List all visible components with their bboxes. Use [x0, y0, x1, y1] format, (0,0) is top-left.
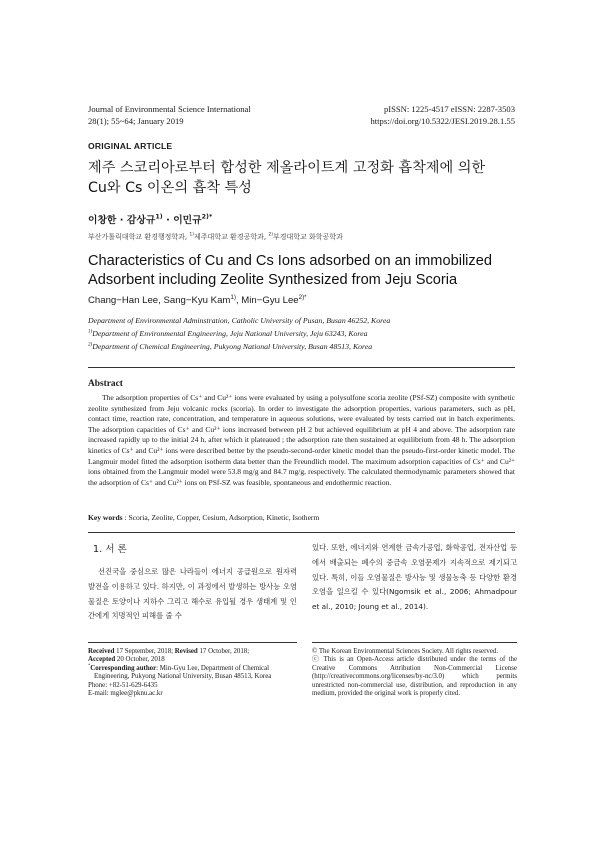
keywords	[88, 513, 515, 522]
journal-name: Journal of Environmental Science International	[88, 104, 251, 114]
abstract-heading: Abstract	[88, 379, 123, 389]
korean-title	[88, 158, 528, 198]
english-affil-3-row	[88, 341, 528, 352]
english-title-line2: Adsorbent including Zeolite Synthesized from Jeju Scoria	[88, 272, 458, 288]
korean-affil-c: 부경대학교 화학공학과	[272, 233, 343, 241]
corr-label: Corresponding author	[90, 664, 157, 672]
article-type: ORIGINAL ARTICLE	[88, 141, 173, 151]
accepted-row	[88, 656, 299, 664]
korean-title-line1: 제주 스코리아로부터 합성한 제올라이트계 고정화 흡착제에 의한	[88, 160, 486, 176]
korean-affiliations	[88, 232, 343, 242]
keywords-label: Key words	[88, 513, 123, 522]
section-heading-introduction: 1. 서 론	[93, 544, 127, 555]
journal-issue: 28(1); 55~64; January 2019	[88, 116, 184, 126]
copyright-line: © The Korean Environmental Sciences Society. All rights reserved.	[312, 648, 499, 655]
revised-date: 17 October, 2018;	[197, 648, 250, 655]
english-authors	[88, 295, 307, 306]
license-notice	[312, 648, 517, 698]
korean-authors-part-a: 이창한 · 감상규	[88, 215, 156, 226]
journal-issn: pISSN: 1225-4517 eISSN: 2287-3503	[383, 104, 515, 114]
english-affil-1: Department of Environmental Adminstration, Catholic University of Pusan, Busan 46252, Korea	[88, 316, 391, 325]
intro-right-column: 있다. 또한, 에너지와 연계한 금속가공업, 화학공업, 전자산업 등에서 배출되는 폐수의 중금속 오염문제가 지속적으로 제기되고 있다. 특히, 이들 오염물질은 방사능 및 생물농축 등 다양한 환경오염을 일으킬 수 있다(Ngomsik et al., 2006; Ahmadpour et al., 2010; Joung et al., 2014).	[312, 543, 517, 612]
corr-star: *	[88, 662, 91, 668]
footer-rule-right	[312, 642, 517, 643]
abstract-body: The adsorption properties of Cs⁺ and Cu²⁺ ions were evaluated by using a polysulfone scoria zeolite (PSf-SZ) composite with synthetic zeolite synthesized from Jeju volcanic rocks (scoria). In order to investigate the adsorption properties, various parameters, such as pH, contact time, reaction rate, concentration, and temperature in aqueous solutions, were evaluated by tests carried out in batch experiments. The adsorption capacities of Cs⁺ and Cu²⁺ ions increased between pH 2 but achieved equilibrium at pH 4 and above. The adsorption rate increased rapidly up to the initial 24 h, after which it plateaued ; the adsorption rate then sustained at equilibrium from 48 h. The adsorption kinetics of Cs⁺ and Cu²⁺ ions were described better by the pseudo-second-order kinetic model than the pseudo-first-order kinetic model. The Langmuir model fitted the adsorption isotherm data better than the Freundlich model. The maximum adsorption capacities of Cs⁺ and Cu²⁺ ions obtained from the Langmuir model were 53.8 mg/g and 84.7 mg/g, respectively. The calculated thermodynamic parameters showed that the adsorption of Cs⁺ and Cu²⁺ ions on PSf-SZ was feasible, spontaneous and endothermic reaction.	[88, 393, 515, 487]
corresponding-author	[88, 662, 299, 682]
korean-affil-a: 부산가톨릭대학교 환경행정학과,	[88, 233, 190, 241]
english-affiliations	[88, 315, 528, 354]
korean-authors-part-b: · 이민규	[162, 215, 202, 226]
english-title	[88, 252, 528, 290]
korean-affil-b: 제주대학교 환경공학과,	[194, 233, 269, 241]
intro-left-column: 선진국을 중심으로 많은 나라들이 에너지 공급원으로 원자력 발전을 이용하고 있다. 하지만, 이 과정에서 발생하는 방사능 오염물질은 토양이나 지하수 그리고 해수로 유입될 경우 생태계 및 인간에게 치명적인 피해를 줄 수	[88, 567, 297, 621]
english-authors-sup1: 1)	[230, 293, 236, 301]
korean-affil-sup2: 2)	[268, 232, 273, 238]
revised-label: Revised	[174, 648, 198, 655]
english-authors-part-a: Chang−Han Lee, Sang−Kyu Kam	[88, 295, 231, 306]
korean-authors-sup2: 2)*	[201, 212, 213, 221]
korean-authors	[88, 212, 212, 226]
english-affil-2: Department of Environmental Engineering, Jeju National University, Jeju 63243, Korea	[92, 329, 368, 338]
journal-header-left	[88, 103, 251, 127]
corr-phone: Phone: +82-51-629-6435	[88, 681, 158, 689]
abstract-top-rule	[88, 367, 515, 368]
english-affil-2-sup: 1)	[88, 328, 93, 335]
received-date: 17 September, 2018;	[114, 648, 175, 655]
journal-doi[interactable]: https://doi.org/10.5322/JESI.2019.28.1.55	[370, 116, 515, 126]
history-dates	[88, 648, 299, 656]
keywords-list: : Scoria, Zeolite, Copper, Cesium, Adsorption, Kinetic, Isotherm	[122, 513, 320, 522]
license-text: ⓒ This is an Open-Access article distributed under the terms of the Creative Commons Attribution Non-Commercial License (http://creativecommons.org/licenses/by-nc/3.0) which permits unrestricted non-commercial use, distribution, and reproduction in any medium, provided the original work is properly cited.	[312, 656, 517, 698]
english-affil-2-row	[88, 328, 528, 339]
english-authors-sup2: 2)*	[298, 293, 307, 301]
accepted-label: Accepted	[88, 656, 116, 664]
footer-rule-left	[88, 642, 297, 643]
corr-text: : Min-Gyu Lee, Department of Chemical Engineering, Pukyong National University, Busan 48513, Korea	[94, 664, 272, 681]
korean-title-line2: Cu와 Cs 이온의 흡착 특성	[88, 180, 252, 196]
english-affil-3: Department of Chemical Engineering, Pukyong National University, Busan 48513, Korea	[92, 342, 373, 351]
corr-email[interactable]: E-mail: mglee@pknu.ac.kr	[88, 690, 163, 698]
abstract-bottom-rule	[88, 532, 515, 533]
korean-authors-sup1: 1)	[155, 212, 163, 221]
korean-affil-sup1: 1)	[189, 232, 195, 238]
journal-header-right	[370, 103, 515, 127]
article-history	[88, 648, 299, 698]
english-affil-3-sup: 2)	[88, 341, 93, 348]
english-authors-part-b: , Min−Gyu Lee	[235, 295, 299, 306]
received-label: Received	[88, 648, 115, 655]
accepted-date: 20 October, 2018	[115, 656, 165, 664]
english-title-line1: Characteristics of Cu and Cs Ions adsorbed on an immobilized	[88, 253, 492, 269]
